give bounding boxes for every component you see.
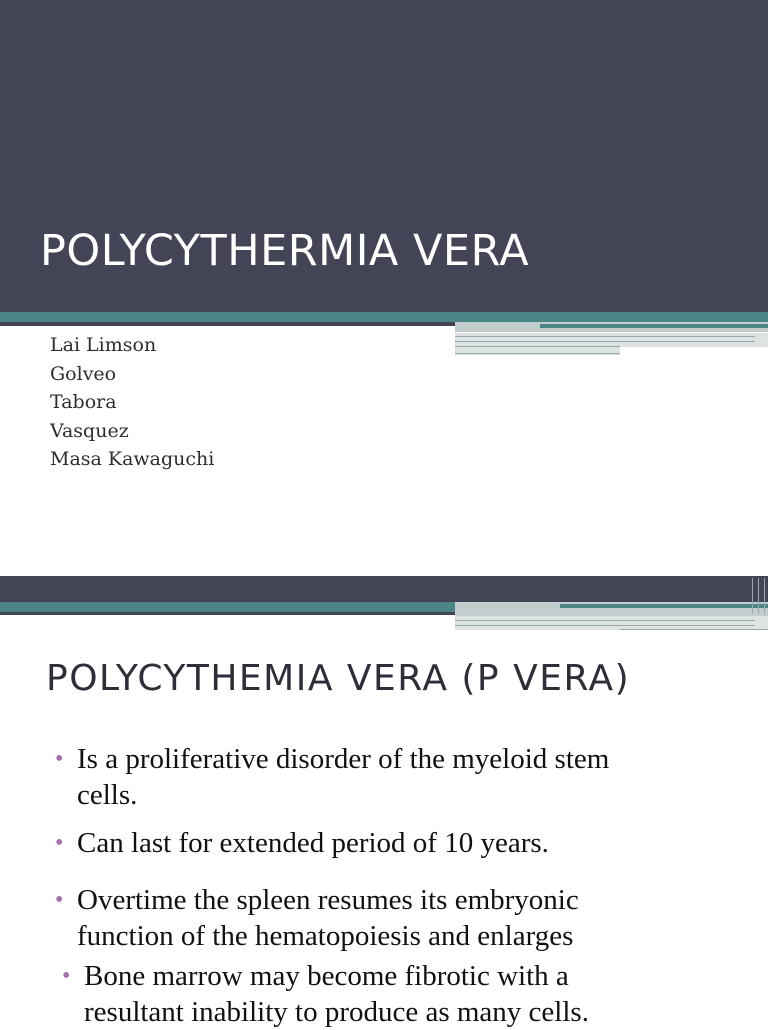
author-name: Golveo [50,362,117,385]
bullet-text-line: function of the hematopoiesis and enlarges [77,920,574,952]
bullet-item [55,741,717,813]
author-name: Vasquez [50,419,129,442]
author-name: Lai Limson [50,334,157,356]
author-name: Masa Kawaguchi [50,448,215,470]
bullet-dot-icon: • [55,830,64,856]
bullet-text-line: Can last for extended period of 10 years. [77,827,549,859]
bullet-item [55,882,717,954]
bullet-text-line: Is a proliferative disorder of the myeloid stem [77,743,610,775]
bullet-dot-icon: • [62,963,71,989]
author-name: Tabora [50,391,117,413]
slide-1-title: POLYCYTHERMIA VERA [40,226,530,276]
bullet-item [55,825,717,861]
slide-2-title: POLYCYTHEMIA VERA (P VERA) [46,658,631,699]
bullet-dot-icon: • [55,887,64,913]
bullet-text-line: Overtime the spleen resumes its embryonic [77,884,579,916]
bullet-text-line: Bone marrow may become fibrotic with a [84,960,569,992]
bullet-item [62,958,724,1030]
bullet-dot-icon: • [55,746,64,772]
bullet-text-line: cells. [77,779,138,811]
author-list [50,331,214,474]
bullet-text-line: resultant inability to produce as many cells. [84,996,589,1028]
